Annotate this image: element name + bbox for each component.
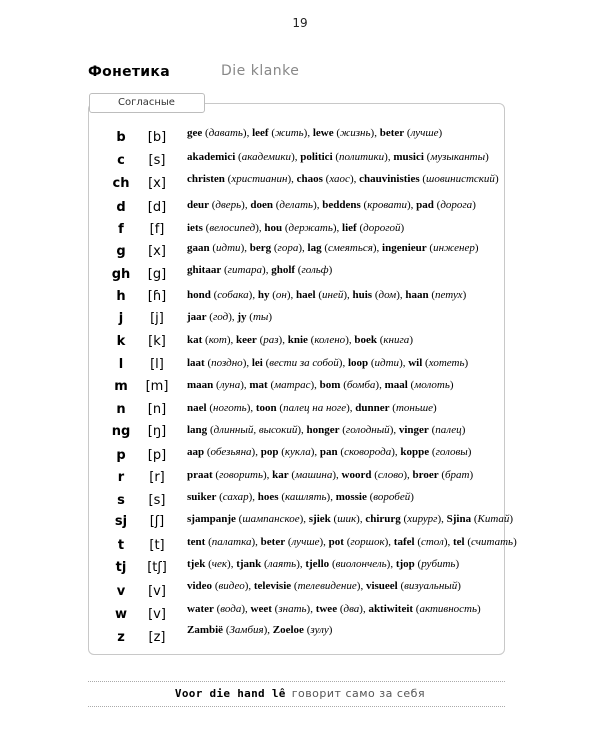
row-letter: tj: [115, 560, 127, 575]
row-ipa: [z]: [148, 630, 166, 645]
table-row: [0, 355, 600, 377]
row-examples: gee (давать), leef (жить), lewe (жизнь), beter (лучше): [187, 127, 443, 139]
example-translation: ноготь: [212, 402, 247, 414]
row-examples: gaan (идти), berg (гора), lag (смеяться), ingenieur (инженер): [187, 242, 479, 254]
example-word: doen: [250, 199, 273, 211]
example-word: lief: [342, 222, 357, 234]
row-ipa: [k]: [148, 334, 166, 349]
table-row: [0, 422, 600, 444]
example-word: maan: [187, 379, 214, 391]
example-translation: стол: [420, 536, 444, 548]
example-word: beter: [260, 536, 286, 548]
example-word: aap: [187, 446, 205, 458]
example-translation: год: [212, 311, 229, 323]
example-translation: чек: [211, 558, 228, 570]
row-ipa: [l]: [150, 357, 164, 372]
example-translation: колено: [314, 334, 346, 346]
example-translation: он: [275, 289, 287, 301]
example-translation: дорогой: [363, 222, 401, 234]
example-translation: лучше: [291, 536, 320, 548]
example-word: vinger: [398, 424, 429, 436]
example-translation: бомба: [346, 379, 376, 391]
example-translation: кот: [208, 334, 227, 346]
example-word: mossie: [335, 491, 367, 503]
example-word: jy: [237, 311, 247, 323]
example-word: pan: [319, 446, 338, 458]
row-letter: h: [116, 289, 126, 304]
row-ipa: [x]: [148, 244, 166, 259]
row-letter: t: [117, 538, 125, 553]
example-word: tent: [187, 536, 206, 548]
example-word: boek: [354, 334, 377, 346]
example-translation: велосипед: [209, 222, 256, 234]
row-examples: tjek (чек), tjank (лаять), tjello (виолончель), tjop (рубить): [187, 558, 460, 570]
example-translation: машина: [295, 469, 333, 481]
row-letter: b: [116, 130, 126, 145]
example-word: bom: [319, 379, 341, 391]
row-ipa: [r]: [149, 470, 165, 485]
row-examples: video (видео), televisie (телевидение), visueel (визуальный): [187, 580, 461, 592]
table-row: [0, 468, 600, 490]
example-word: chirurg: [365, 513, 401, 525]
table-row: [0, 287, 600, 309]
example-translation: держать: [288, 222, 333, 234]
example-word: dunner: [355, 402, 390, 414]
example-word: woord: [341, 469, 372, 481]
example-word: kar: [272, 469, 289, 481]
example-translation: инженер: [433, 242, 475, 254]
row-examples: aap (обезьяна), pop (кукла), pan (сковорода), koppe (головы): [187, 446, 472, 458]
example-translation: ты: [252, 311, 269, 323]
row-ipa: [t]: [149, 538, 165, 553]
example-word: keer: [236, 334, 257, 346]
example-word: chauvinisties: [359, 173, 420, 185]
example-translation: академики: [241, 151, 292, 163]
row-letter: p: [116, 448, 126, 463]
example-word: gholf: [271, 264, 296, 276]
example-translation: головы: [435, 446, 468, 458]
row-examples: nael (ноготь), toon (палец на ноге), dunner (тоньше): [187, 402, 437, 414]
example-translation: воробей: [373, 491, 411, 503]
example-word: hond: [187, 289, 211, 301]
example-word: pot: [328, 536, 344, 548]
example-word: tafel: [393, 536, 415, 548]
row-letter: ch: [112, 176, 130, 191]
row-examples: deur (дверь), doen (делать), beddens (кровати), pad (дорога): [187, 199, 476, 211]
row-ipa: [b]: [147, 130, 167, 145]
example-translation: лучше: [410, 127, 439, 139]
example-word: loop: [347, 357, 369, 369]
example-word: weet: [250, 603, 272, 615]
row-ipa: [ɦ]: [147, 289, 167, 304]
example-word: Zambië: [187, 624, 224, 636]
example-word: lag: [307, 242, 322, 254]
example-translation: собака: [217, 289, 249, 301]
row-examples: kat (кот), keer (раз), knie (колено), boek (книга): [187, 334, 413, 346]
example-translation: иней: [322, 289, 344, 301]
example-word: kat: [187, 334, 203, 346]
example-translation: молоть: [414, 379, 450, 391]
example-word: hou: [264, 222, 283, 234]
row-examples: jaar (год), jy (ты): [187, 311, 273, 323]
row-examples: ghitaar (гитара), gholf (гольф): [187, 264, 333, 276]
example-translation: христианин: [231, 173, 288, 185]
row-letter: gh: [111, 267, 131, 282]
row-letter: g: [116, 244, 126, 259]
example-translation: брат: [445, 469, 470, 481]
example-word: twee: [315, 603, 338, 615]
example-translation: шик: [337, 513, 357, 525]
example-word: nael: [187, 402, 207, 414]
example-word: ingenieur: [382, 242, 427, 254]
example-word: christen: [187, 173, 225, 185]
footer-title-ru: говорит само за себя: [291, 687, 426, 700]
row-examples: sjampanje (шампанское), sjiek (шик), chirurg (хирург), Sjina (Китай): [187, 513, 514, 525]
row-examples: christen (христианин), chaos (хаос), chauvinisties (шовинистский): [187, 173, 499, 185]
row-ipa: [v]: [148, 607, 166, 622]
table-row: [0, 446, 600, 468]
example-translation: делать: [279, 199, 314, 211]
example-translation: раз: [263, 334, 279, 346]
section-tab-label: Согласные: [89, 93, 205, 113]
example-translation: хирург: [407, 513, 438, 525]
example-word: honger: [306, 424, 340, 436]
table-row: [0, 536, 600, 558]
example-word: tjop: [395, 558, 415, 570]
row-examples: tent (палатка), beter (лучше), pot (горшок), tafel (стол), tel (считать): [187, 536, 517, 548]
example-translation: зулу: [310, 624, 329, 636]
example-word: praat: [187, 469, 213, 481]
example-translation: музыканты: [430, 151, 486, 163]
row-examples: akademici (академики), politici (политики), musici (музыканты): [187, 151, 489, 163]
example-word: visueel: [365, 580, 398, 592]
table-row: [0, 265, 600, 287]
table-row: [0, 332, 600, 354]
example-translation: видео: [218, 580, 245, 592]
row-ipa: [ŋ]: [147, 424, 167, 439]
example-word: politici: [300, 151, 333, 163]
example-word: huis: [352, 289, 373, 301]
row-ipa: [m]: [145, 379, 169, 394]
table-row: [0, 624, 600, 650]
row-ipa: [p]: [147, 448, 167, 463]
example-translation: политики: [339, 151, 385, 163]
example-translation: слово: [377, 469, 404, 481]
page-title: Фонетика: [88, 64, 170, 80]
example-word: sjampanje: [187, 513, 236, 525]
example-word: tel: [453, 536, 465, 548]
example-word: deur: [187, 199, 209, 211]
example-translation: рубить: [421, 558, 456, 570]
row-letter: s: [117, 493, 125, 508]
row-ipa: [tʃ]: [147, 560, 167, 575]
example-translation: сковорода: [344, 446, 392, 458]
example-word: beddens: [322, 199, 361, 211]
example-translation: жизнь: [340, 127, 371, 139]
example-translation: вода: [220, 603, 242, 615]
row-letter: r: [117, 470, 125, 485]
example-translation: говорить: [219, 469, 263, 481]
table-row: [0, 309, 600, 331]
row-ipa: [s]: [148, 153, 166, 168]
example-word: televisie: [253, 580, 292, 592]
example-translation: два: [343, 603, 360, 615]
example-translation: Китай: [477, 513, 510, 525]
row-ipa: [v]: [148, 584, 166, 599]
example-translation: идти: [374, 357, 400, 369]
example-translation: гольф: [301, 264, 329, 276]
table-row: [0, 151, 600, 173]
example-translation: дом: [378, 289, 397, 301]
row-ipa: [n]: [147, 402, 167, 417]
table-row: [0, 558, 600, 580]
example-word: tjank: [236, 558, 262, 570]
table-row: [0, 377, 600, 399]
example-word: broer: [412, 469, 439, 481]
table-row: [0, 400, 600, 422]
example-translation: петух: [435, 289, 463, 301]
row-examples: laat (поздно), lei (вести за собой), loop (идти), wil (хотеть): [187, 357, 469, 369]
example-translation: смеяться: [328, 242, 373, 254]
example-word: laat: [187, 357, 205, 369]
table-row: [0, 491, 600, 513]
row-examples: suiker (сахар), hoes (кашлять), mossie (воробей): [187, 491, 414, 503]
example-translation: хаос: [329, 173, 350, 185]
row-ipa: [ʃ]: [149, 514, 165, 529]
row-examples: iets (велосипед), hou (держать), lief (дорогой): [187, 222, 405, 234]
example-translation: виолончель: [335, 558, 387, 570]
row-ipa: [g]: [147, 267, 167, 282]
example-translation: горшок: [350, 536, 385, 548]
example-word: Zoeloe: [272, 624, 304, 636]
page-number: 19: [292, 16, 308, 30]
table-row: [0, 198, 600, 220]
row-letter: l: [118, 357, 124, 372]
example-translation: палатка: [211, 536, 252, 548]
example-translation: знать: [278, 603, 307, 615]
example-word: berg: [249, 242, 272, 254]
row-letter: c: [117, 153, 125, 168]
example-word: wil: [408, 357, 423, 369]
example-translation: гора: [277, 242, 299, 254]
row-letter: n: [116, 402, 126, 417]
example-word: ghitaar: [187, 264, 222, 276]
example-word: toon: [255, 402, 277, 414]
row-ipa: [d]: [147, 200, 167, 215]
example-word: chaos: [296, 173, 323, 185]
table-row: [0, 174, 600, 196]
example-translation: поздно: [211, 357, 243, 369]
row-ipa: [j]: [150, 311, 164, 326]
example-word: pad: [416, 199, 434, 211]
example-word: leef: [252, 127, 269, 139]
table-row: [0, 242, 600, 264]
example-word: hoes: [257, 491, 279, 503]
example-translation: хотеть: [428, 357, 465, 369]
example-word: pop: [260, 446, 279, 458]
example-translation: идти: [216, 242, 241, 254]
example-translation: длинный, высокий: [213, 424, 298, 436]
row-letter: m: [114, 379, 128, 394]
example-translation: давать: [208, 127, 243, 139]
example-word: video: [187, 580, 213, 592]
example-translation: шовинистский: [426, 173, 495, 185]
example-translation: гитара: [227, 264, 263, 276]
example-word: jaar: [187, 311, 207, 323]
example-word: gaan: [187, 242, 210, 254]
footer-divider-top: [88, 681, 505, 682]
example-word: haan: [405, 289, 429, 301]
example-translation: телевидение: [297, 580, 357, 592]
example-word: beter: [379, 127, 405, 139]
example-translation: вести за собой: [269, 357, 339, 369]
row-letter: ng: [111, 424, 131, 439]
example-translation: считать: [471, 536, 514, 548]
page-subtitle: Die klanke: [221, 63, 300, 79]
example-translation: тоньше: [395, 402, 434, 414]
example-translation: кровати: [367, 199, 407, 211]
example-word: koppe: [400, 446, 430, 458]
example-word: iets: [187, 222, 203, 234]
row-examples: lang (длинный, высокий), honger (голодный), vinger (палец): [187, 424, 466, 436]
row-letter: sj: [114, 514, 128, 529]
example-word: hael: [296, 289, 316, 301]
table-row: [0, 128, 600, 150]
row-letter: v: [116, 584, 126, 599]
example-word: maal: [384, 379, 408, 391]
footer-title-af: Voor die hand lê: [174, 687, 286, 700]
example-translation: лаять: [267, 558, 297, 570]
example-word: suiker: [187, 491, 217, 503]
example-translation: шампанское: [242, 513, 300, 525]
row-letter: z: [117, 630, 125, 645]
example-translation: Замбия: [229, 624, 264, 636]
example-translation: активность: [419, 603, 477, 615]
example-translation: книга: [383, 334, 410, 346]
row-letter: d: [116, 200, 126, 215]
row-letter: w: [114, 607, 127, 622]
example-translation: луна: [219, 379, 241, 391]
row-letter: f: [118, 222, 124, 237]
example-word: hy: [257, 289, 270, 301]
table-row: [0, 582, 600, 604]
example-translation: обезьяна: [210, 446, 252, 458]
example-word: Sjina: [446, 513, 472, 525]
example-translation: палец: [435, 424, 462, 436]
row-ipa: [s]: [148, 493, 166, 508]
footer-divider-bottom: [88, 706, 505, 707]
example-translation: жить: [274, 127, 304, 139]
example-translation: сахар: [222, 491, 249, 503]
example-word: tjek: [187, 558, 206, 570]
table-row: [0, 512, 600, 534]
example-translation: дверь: [215, 199, 242, 211]
example-translation: голодный: [345, 424, 390, 436]
row-ipa: [f]: [149, 222, 165, 237]
example-word: tjello: [305, 558, 330, 570]
example-translation: палец на ноге: [283, 402, 347, 414]
example-word: mat: [249, 379, 268, 391]
example-word: musici: [393, 151, 424, 163]
row-examples: water (вода), weet (знать), twee (два), aktiwiteit (активность): [187, 603, 481, 615]
example-translation: визуальный: [404, 580, 458, 592]
example-translation: кукла: [284, 446, 311, 458]
example-word: lewe: [312, 127, 334, 139]
footer-caption: [0, 687, 600, 700]
row-letter: k: [116, 334, 126, 349]
example-word: lei: [251, 357, 263, 369]
example-word: water: [187, 603, 214, 615]
example-word: aktiwiteit: [368, 603, 414, 615]
row-letter: j: [118, 311, 124, 326]
example-translation: матрас: [274, 379, 311, 391]
example-word: gee: [187, 127, 203, 139]
example-translation: дорога: [440, 199, 473, 211]
row-examples: hond (собака), hy (он), hael (иней), huis (дом), haan (петух): [187, 289, 467, 301]
example-word: lang: [187, 424, 208, 436]
example-word: knie: [287, 334, 308, 346]
example-word: akademici: [187, 151, 236, 163]
row-ipa: [x]: [148, 176, 166, 191]
row-examples: praat (говорить), kar (машина), woord (слово), broer (брат): [187, 469, 474, 481]
table-row: [0, 220, 600, 242]
row-examples: Zambië (Замбия), Zoeloe (зулу): [187, 624, 333, 636]
example-translation: кашлять: [284, 491, 327, 503]
row-examples: maan (луна), mat (матрас), bom (бомба), maal (молоть): [187, 379, 454, 391]
example-word: sjiek: [308, 513, 331, 525]
